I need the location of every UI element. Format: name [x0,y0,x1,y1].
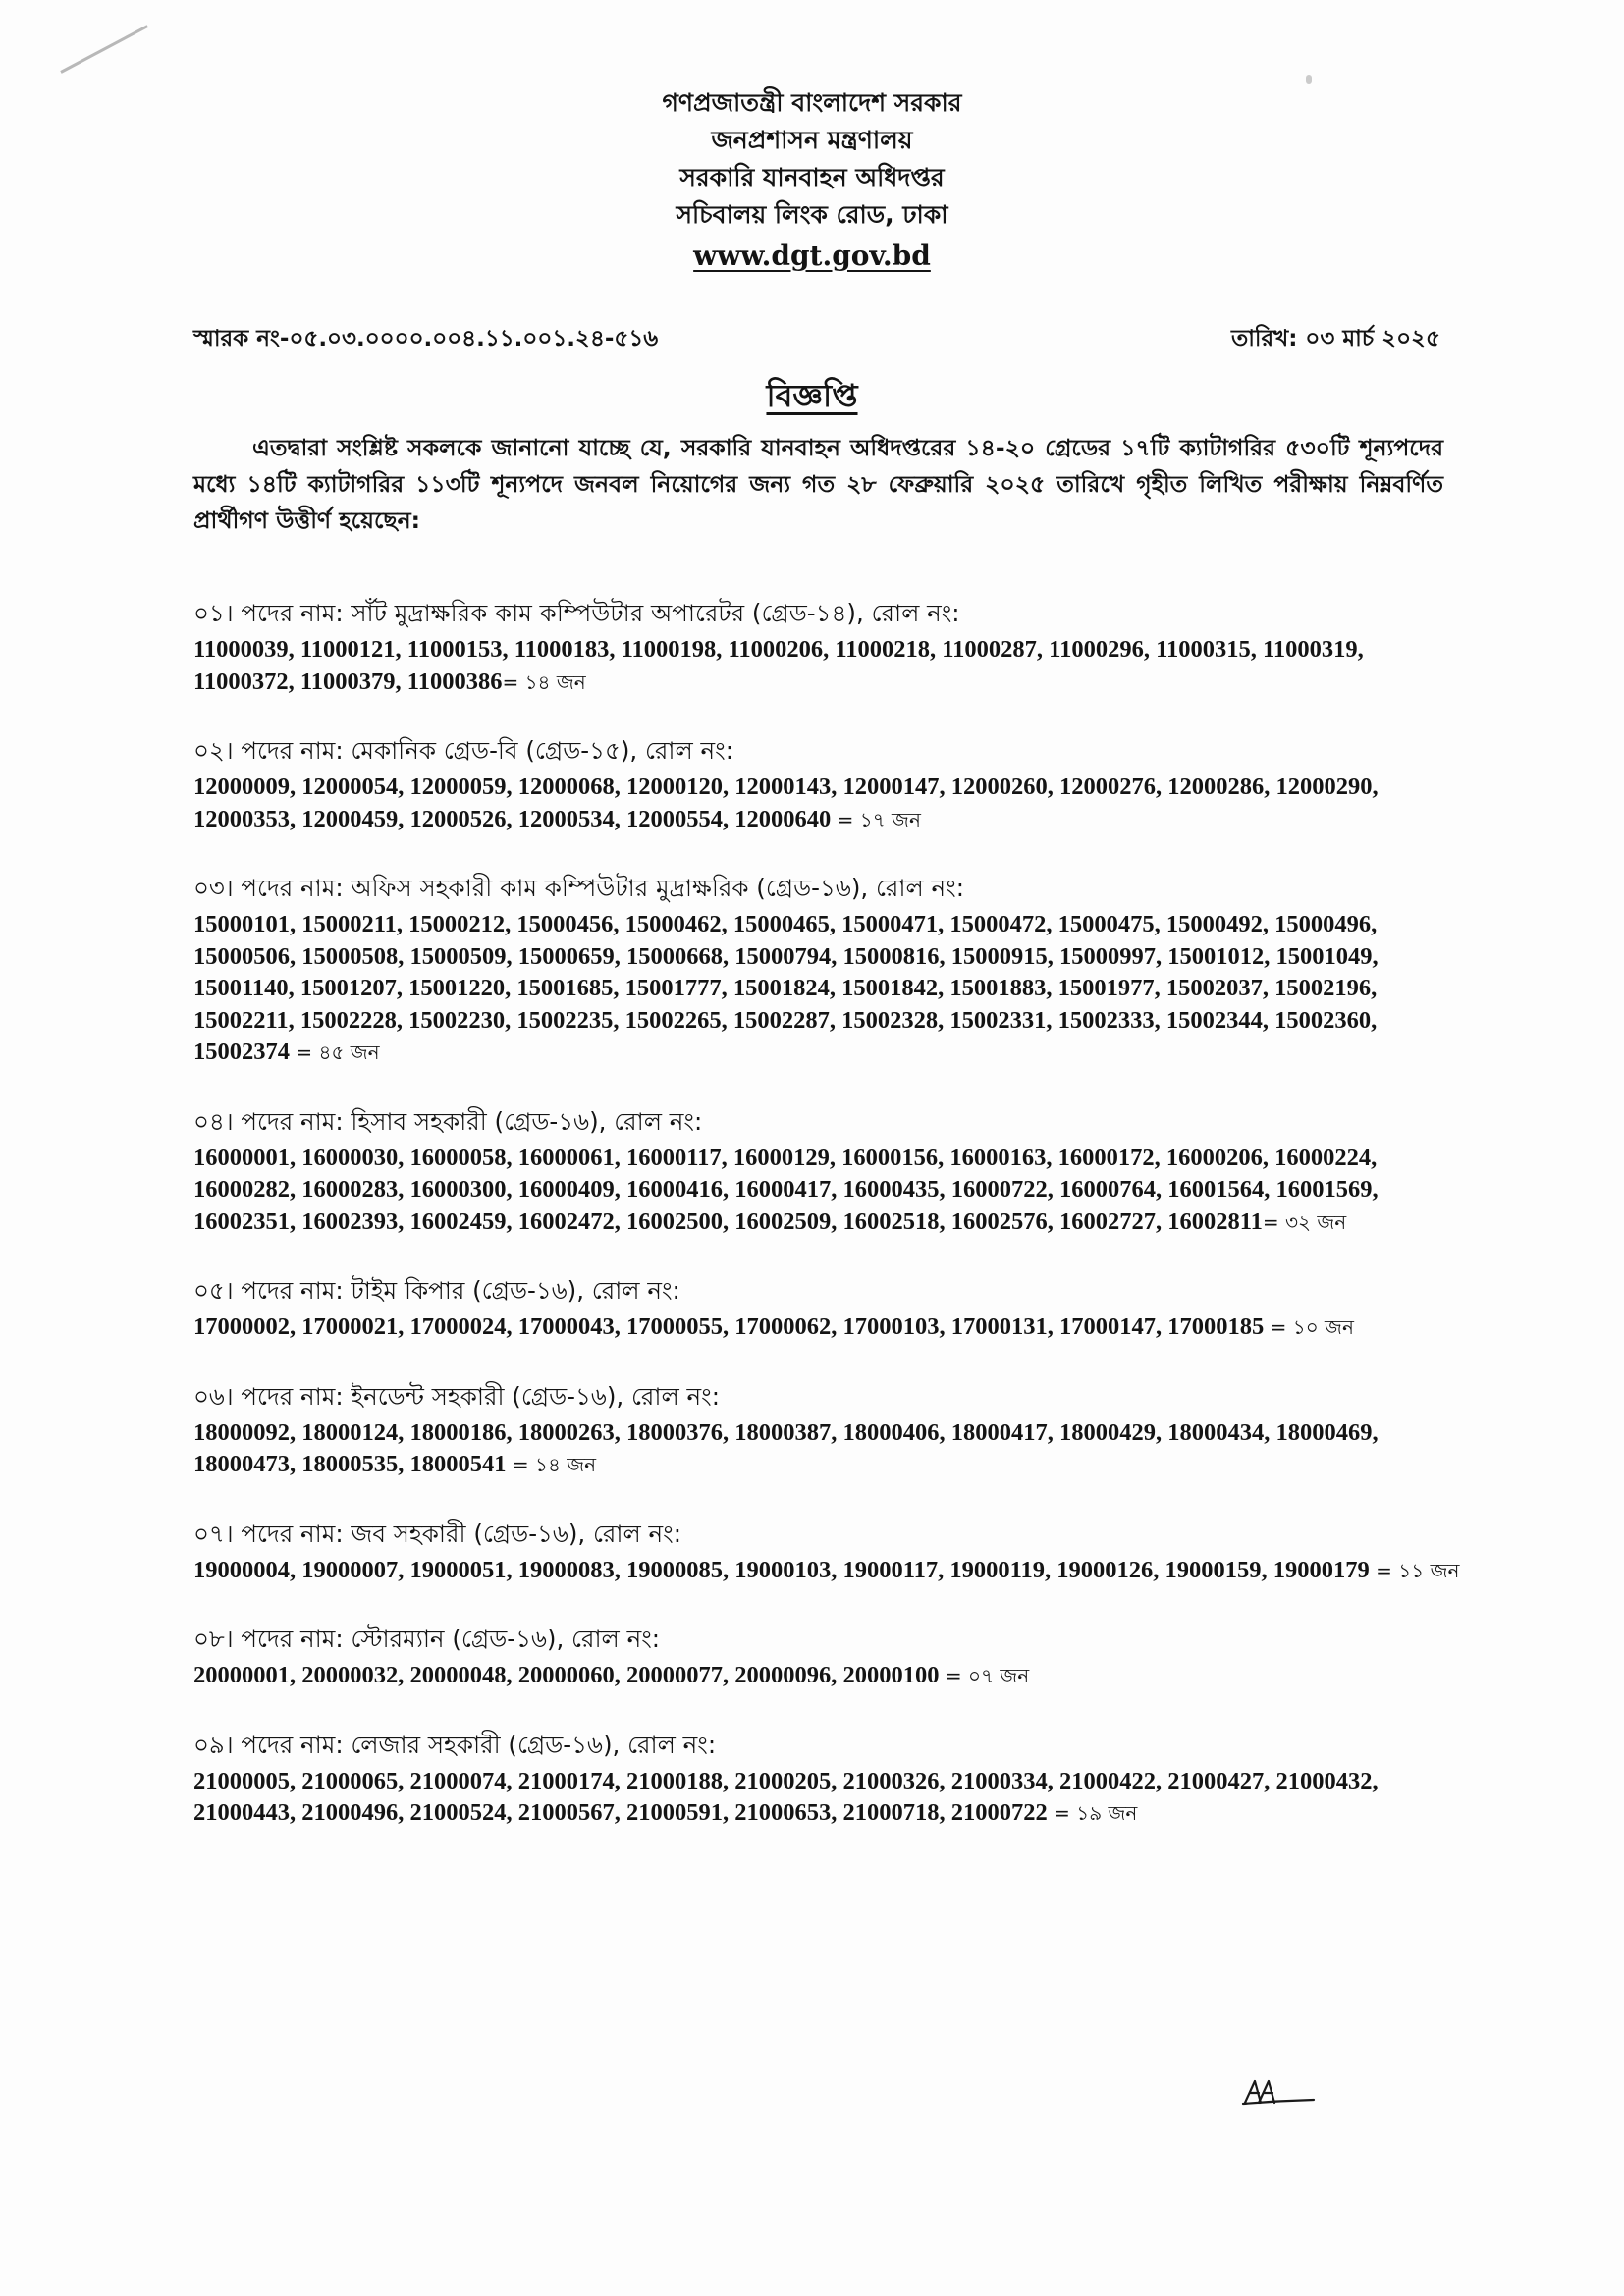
post-title: ০৭। পদের নাম: জব সহকারী (গ্রেড-১৬), রোল নং: [193,1519,681,1548]
roll-numbers: 16000001, 16000030, 16000058, 16000061, 16000117, 16000129, 16000156, 16000163, 16000172, 16000206, 16000224, 16000282, 16000283, 16000300, 16000409, 16000416, 16000417, 16000435, 16000722, 16000764, 16001564, 16001569, 16002351, 16002393, 16002459, 16002472, 16002500, 16002509, 16002518, 16002576, 16002727, 16002811 [193,1144,1379,1235]
intro-paragraph: এতদ্বারা সংশ্লিষ্ট সকলকে জানানো যাচ্ছে যে, সরকারি যানবাহন অধিদপ্তরের ১৪-২০ গ্রেডের ১৭টি ক্যাটাগরির ৫৩০টি শূন্যপদের মধ্যে ১৪টি ক্যাটাগরির ১১৩টি শূন্যপদে জনবল নিয়োগের জন্য গত ২৮ ফেব্রুয়ারি ২০২৫ তারিখে গৃহীত লিখিত পরীক্ষায় নিম্নবর্ণিত প্রার্থীগণ উত্তীর্ণ হয়েছেন: [193,434,1443,534]
memo-row [193,320,1440,355]
roll-list [193,1555,1460,1587]
department-name: সরকারি যানবাহন অধিদপ্তর [679,163,945,191]
post-title: ০৪। পদের নাম: হিসাব সহকারী (গ্রেড-১৬), রোল নং: [193,1106,703,1136]
website-link[interactable]: www.dgt.gov.bd [693,240,931,272]
scan-artifact-dot [1306,75,1312,84]
result-sections [193,594,1460,1863]
post-title: ০৫। পদের নাম: টাইম কিপার (গ্রেড-১৬), রোল নং: [193,1276,680,1305]
post-title: ০৯। পদের নাম: লেজার সহকারী (গ্রেড-১৬), রোল নং: [193,1730,717,1759]
roll-numbers: 20000001, 20000032, 20000048, 20000060, 20000077, 20000096, 20000100 [193,1662,940,1688]
office-address: সচিবালয় লিংক রোড, ঢাকা [676,200,948,229]
post-title: ০৩। পদের নাম: অফিস সহকারী কাম কম্পিউটার মুদ্রাক্ষরিক (গ্রেড-১৬), রোল নং: [193,874,964,902]
total-count: = ৩২ জন [1262,1209,1347,1234]
roll-list [193,1311,1460,1344]
section-6 [193,1377,1460,1481]
total-count: = ১০ জন [1264,1315,1354,1339]
total-count: = ১৪ জন [502,669,586,694]
roll-list [193,909,1460,1069]
roll-numbers: 15000101, 15000211, 15000212, 15000456, 15000462, 15000465, 15000471, 15000472, 15000475, 15000492, 15000496, 15000506, 15000508, 15000509, 15000659, 15000668, 15000794, 15000816, 15000915, 15000997, 15001012, 15001049, 15001140, 15001207, 15001220, 15001685, 15001777, 15001824, 15001842, 15001883, 15001977, 15002037, 15002196, 15002211, 15002228, 15002230, 15002235, 15002265, 15002287, 15002328, 15002331, 15002333, 15002344, 15002360, 15002374 [193,911,1379,1065]
post-title: ০৮। পদের নাম: স্টোরম্যান (গ্রেড-১৬), রোল নং: [193,1625,661,1653]
memo-date: তারিখ: ০৩ মার্চ ২০২৫ [1230,326,1440,351]
section-8 [193,1620,1460,1692]
memo-number: স্মারক নং-০৫.০৩.০০০০.০০৪.১১.০০১.২৪-৫১৬ [193,326,659,351]
govt-name: গণপ্রজাতন্ত্রী বাংলাদেশ সরকার [662,88,962,117]
scan-artifact-line [60,25,148,74]
section-4 [193,1102,1460,1239]
section-3 [193,869,1460,1069]
roll-numbers: 12000009, 12000054, 12000059, 12000068, 12000120, 12000143, 12000147, 12000260, 12000276, 12000286, 12000290, 12000353, 12000459, 12000526, 12000534, 12000554, 12000640 [193,774,1379,832]
section-2 [193,731,1460,835]
section-7 [193,1515,1460,1587]
total-count: = ৪৫ জন [290,1041,380,1064]
section-5 [193,1271,1460,1344]
letterhead [0,84,1624,279]
post-title: ০১। পদের নাম: সাঁট মুদ্রাক্ষরিক কাম কম্পিউটার অপারেটর (গ্রেড-১৪), রোল নং: [193,599,960,627]
total-count: = ১১ জন [1369,1558,1460,1582]
post-title: ০৬। পদের নাম: ইনডেন্ট সহকারী (গ্রেড-১৬), রোল নং: [193,1381,720,1411]
roll-list [193,1766,1460,1830]
signature-mark [1239,2073,1318,2112]
total-count: = ১৭ জন [831,807,921,831]
roll-list [193,1417,1460,1481]
post-title: ০২। পদের নাম: মেকানিক গ্রেড-বি (গ্রেড-১৫), রোল নং: [193,736,733,765]
roll-list [193,1660,1460,1692]
notice-title-text: বিজ্ঞপ্তি [766,377,858,414]
signature-scribble-icon [1239,2073,1318,2112]
roll-list [193,634,1460,698]
total-count: = ১৯ জন [1047,1801,1138,1825]
roll-numbers: 11000039, 11000121, 11000153, 11000183, 11000198, 11000206, 11000218, 11000287, 11000296, 11000315, 11000319, 11000372, 11000379, 11000386 [193,636,1364,695]
total-count: = ১৪ জন [506,1453,597,1476]
roll-numbers: 21000005, 21000065, 21000074, 21000174, 21000188, 21000205, 21000326, 21000334, 21000422, 21000427, 21000432, 21000443, 21000496, 21000524, 21000567, 21000591, 21000653, 21000718, 21000722 [193,1767,1379,1826]
section-9 [193,1726,1460,1830]
roll-list [193,772,1460,835]
notice-title [0,371,1624,424]
total-count: = ০৭ জন [939,1664,1030,1687]
roll-list [193,1143,1460,1239]
roll-numbers: 18000092, 18000124, 18000186, 18000263, 18000376, 18000387, 18000406, 18000417, 18000429, 18000434, 18000469, 18000473, 18000535, 18000541 [193,1418,1379,1477]
roll-numbers: 17000002, 17000021, 17000024, 17000043, 17000055, 17000062, 17000103, 17000131, 17000147, 17000185 [193,1313,1265,1340]
roll-numbers: 19000004, 19000007, 19000051, 19000083, 19000085, 19000103, 19000117, 19000119, 19000126, 19000159, 19000179 [193,1556,1370,1583]
ministry-name: জনপ্রশাসন মন্ত্রণালয় [711,126,913,154]
section-1 [193,594,1460,698]
